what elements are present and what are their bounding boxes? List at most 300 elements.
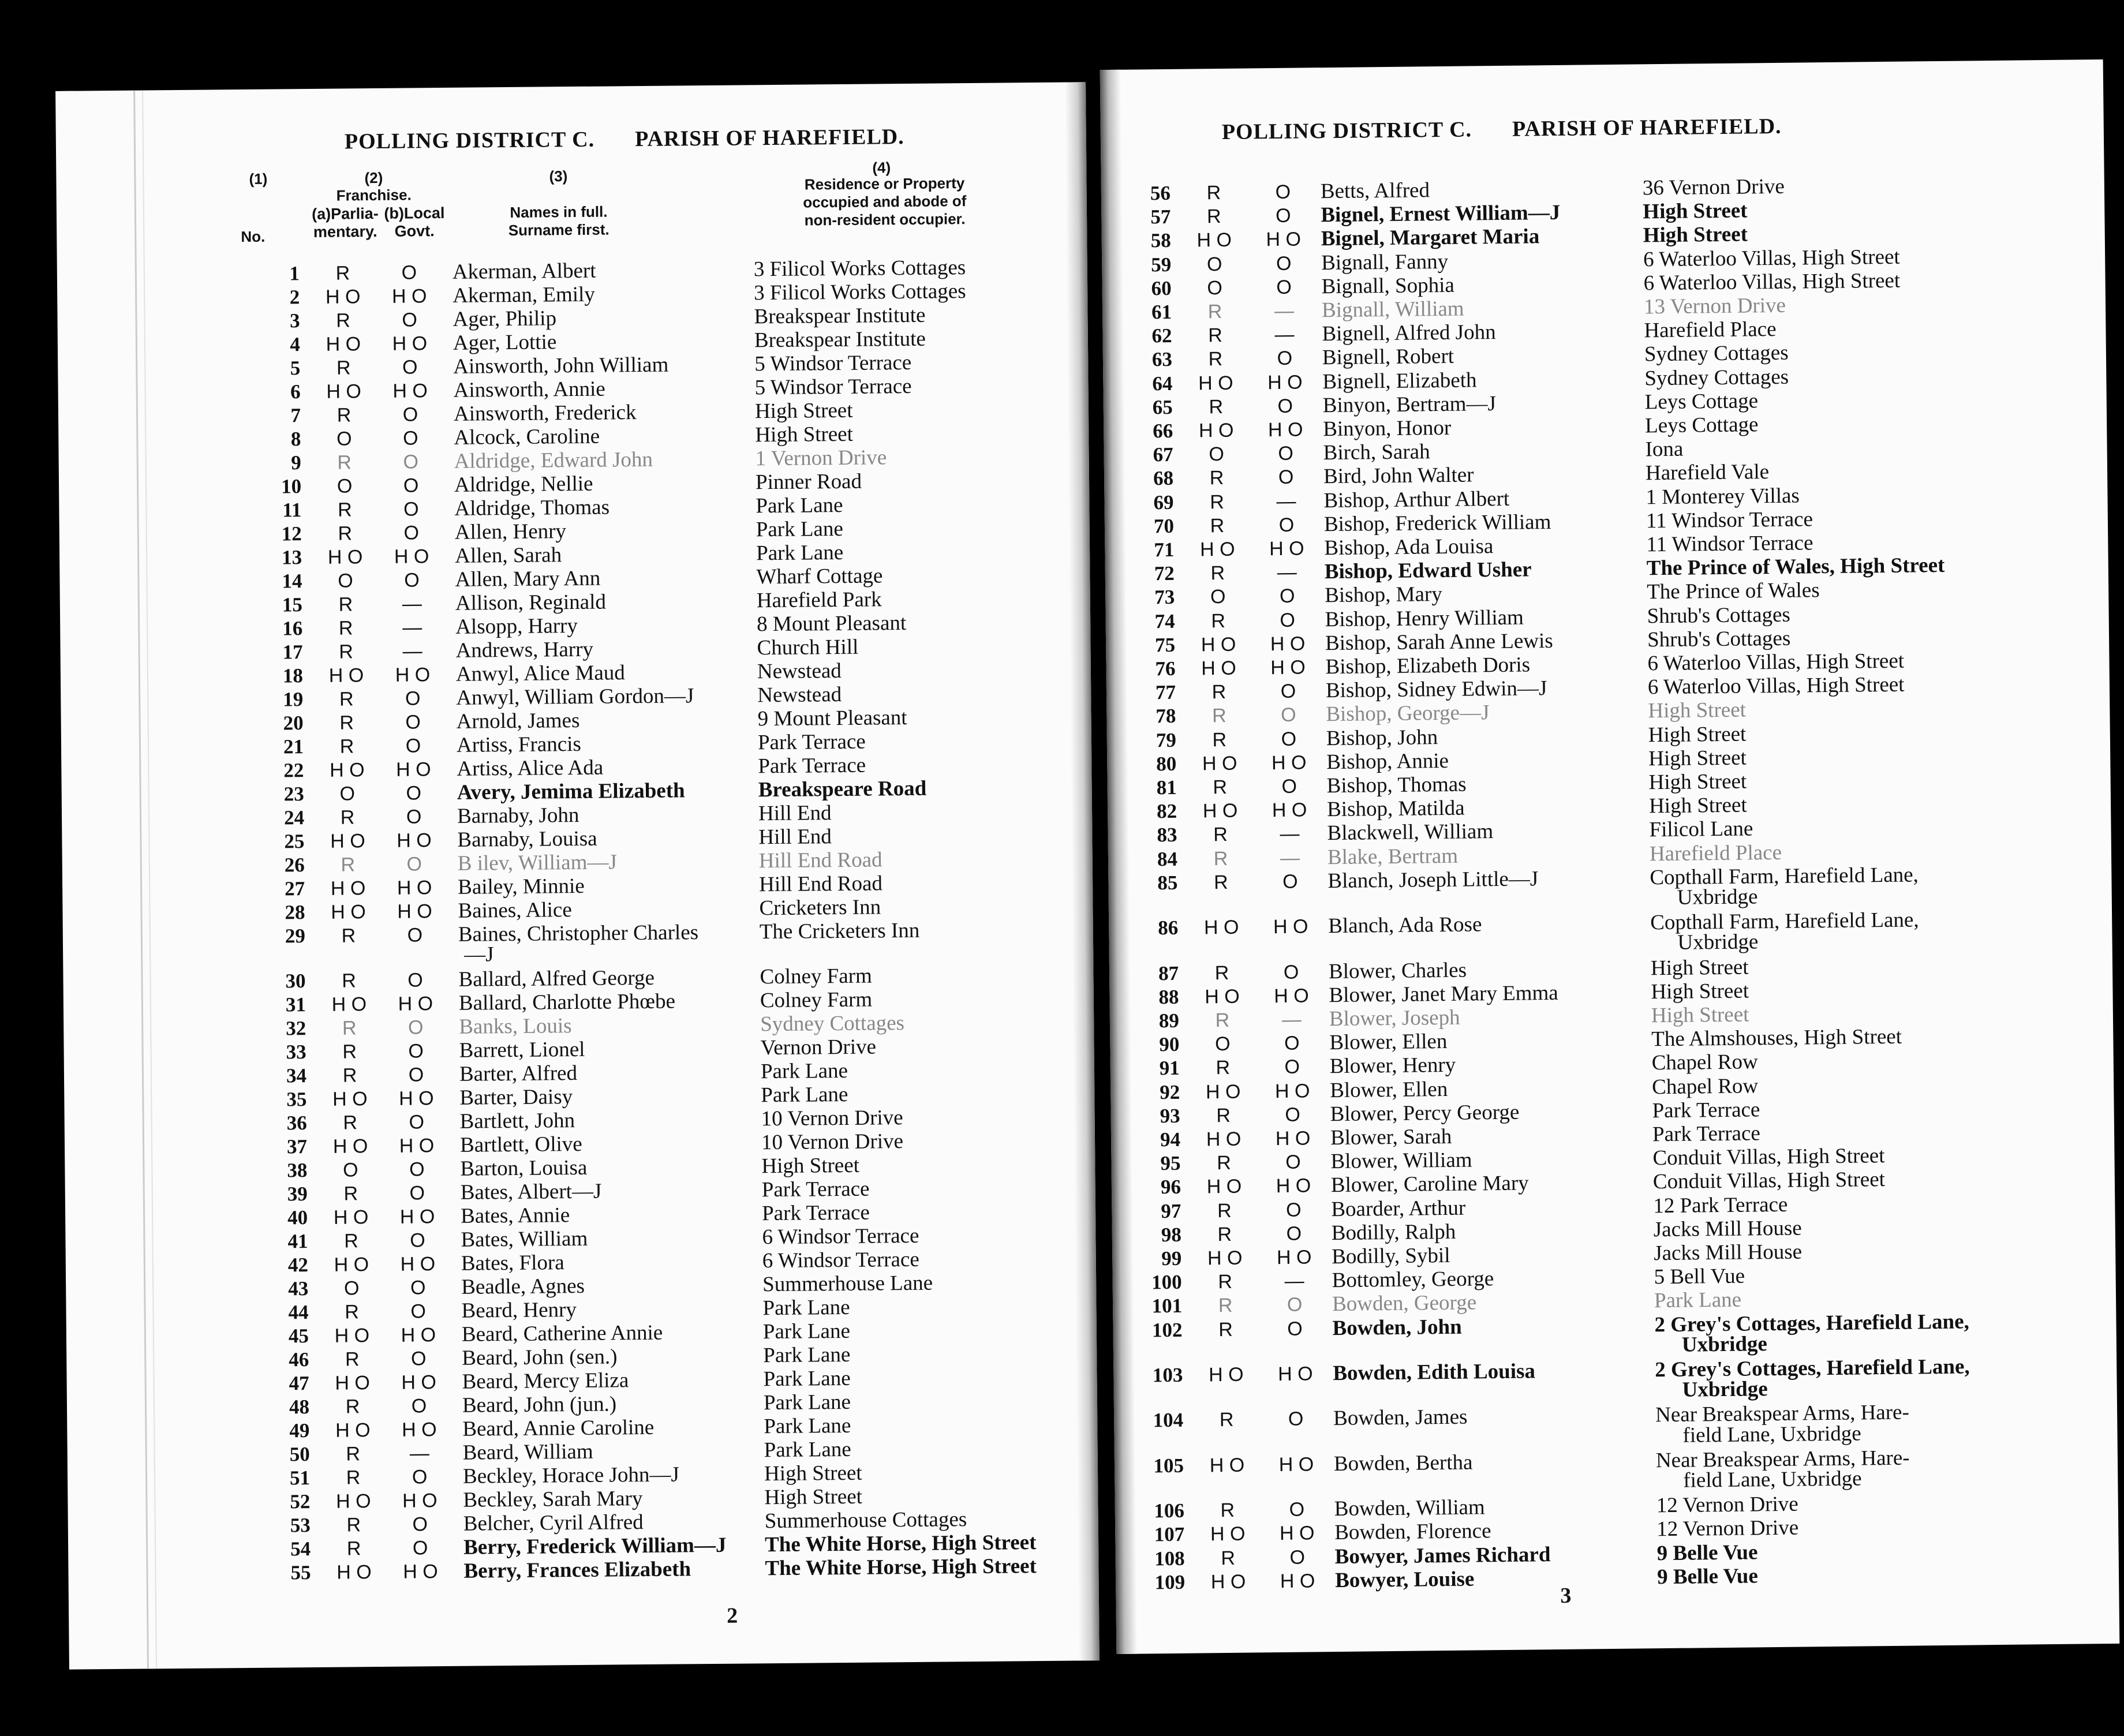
franchise-local: O <box>1285 1151 1301 1174</box>
franchise-parliamentary: R <box>338 499 352 521</box>
elector-name: Blower, Henry <box>1329 1053 1456 1079</box>
entry-number: 71 <box>1154 538 1175 562</box>
residence: Church Hill <box>757 635 859 660</box>
franchise-local: O <box>1285 1199 1302 1221</box>
franchise-parliamentary: O <box>338 570 353 592</box>
residence: Breakspear Institute <box>754 327 926 353</box>
entry-number: 53 <box>290 1514 311 1537</box>
residence: The Almshouses, High Street <box>1651 1024 1902 1052</box>
residence: 12 Vernon Drive <box>1656 1516 1799 1542</box>
franchise-local: O <box>405 687 421 710</box>
elector-name: Bird, John Walter <box>1323 463 1474 489</box>
franchise-parliamentary: O <box>343 1277 360 1300</box>
entry-number: 100 <box>1151 1270 1182 1294</box>
elector-name: Bates, William <box>461 1226 588 1252</box>
franchise-local: H O <box>395 758 431 781</box>
residence: 9 Mount Pleasant <box>757 706 907 731</box>
residence: Colney Farm <box>760 987 873 1013</box>
franchise-local: H O <box>1267 418 1303 442</box>
residence: Harefield Place <box>1644 317 1777 343</box>
residence: Pinner Road <box>755 469 862 495</box>
elector-name: Bignell, Elizabeth <box>1322 368 1477 394</box>
residence: 6 Waterloo Villas, High Street <box>1643 245 1900 271</box>
elector-name: Beckley, Sarah Mary <box>463 1487 643 1512</box>
franchise-local: H O <box>1267 371 1303 394</box>
residence: Park Terrace <box>761 1177 870 1202</box>
entry-number: 34 <box>286 1064 307 1087</box>
residence: High Street <box>761 1153 860 1178</box>
residence: 9 Belle Vue <box>1656 1564 1759 1589</box>
franchise-parliamentary: H O <box>330 877 366 900</box>
elector-name: Andrews, Harry <box>455 637 594 663</box>
franchise-parliamentary: H O <box>325 286 361 308</box>
entry-number: 23 <box>283 783 304 806</box>
franchise-parliamentary: R <box>1206 181 1221 204</box>
elector-name: Blanch, Joseph Little—J <box>1328 867 1539 893</box>
entry-number: 56 <box>1150 181 1171 205</box>
elector-name: Barnaby, John <box>457 803 579 828</box>
entry-number: 105 <box>1153 1454 1184 1477</box>
franchise-local: O <box>1278 514 1295 536</box>
elector-name: Bishop, John <box>1326 725 1438 750</box>
franchise-parliamentary: H O <box>334 1325 370 1347</box>
franchise-local: H O <box>395 664 431 686</box>
entry-number: 95 <box>1160 1152 1181 1175</box>
franchise-local: O <box>1284 1032 1300 1055</box>
residence: Harefield Park <box>756 588 882 613</box>
franchise-parliamentary: R <box>336 309 351 332</box>
elector-name: Allen, Henry <box>454 519 567 544</box>
franchise-parliamentary: R <box>346 1514 361 1536</box>
entry-number: 22 <box>283 759 304 782</box>
residence: 8 Mount Pleasant <box>757 611 907 637</box>
franchise-parliamentary: H O <box>331 901 366 923</box>
franchise-local: O <box>401 261 417 284</box>
franchise-parliamentary: R <box>1211 705 1226 727</box>
residence: Wharf Cottage <box>756 564 883 589</box>
franchise-parliamentary: R <box>342 1041 357 1063</box>
entry-number: 81 <box>1156 776 1177 799</box>
elector-name: Ballard, Alfred George <box>458 966 655 992</box>
elector-name: Bates, Annie <box>460 1203 570 1228</box>
franchise-local: O <box>409 1158 425 1181</box>
franchise-local: O <box>1279 585 1295 608</box>
franchise-parliamentary: R <box>340 806 355 829</box>
residence: Park Terrace <box>758 753 866 779</box>
elector-name: Boarder, Arthur <box>1331 1196 1466 1221</box>
franchise-local: O <box>1278 442 1294 465</box>
residence: Conduit Villas, High Street <box>1652 1168 1886 1194</box>
franchise-local: H O <box>1280 1570 1315 1592</box>
franchise-local: O <box>1286 1222 1302 1245</box>
entry-number: 84 <box>1157 847 1178 870</box>
elector-name: Betts, Alfred <box>1320 178 1430 204</box>
franchise-local: O <box>1276 276 1292 298</box>
entry-number: 3 <box>289 309 300 332</box>
col2-label: Franchise. <box>336 186 412 204</box>
franchise-local: H O <box>392 332 428 355</box>
entry-number: 35 <box>286 1088 307 1111</box>
entry-number: 92 <box>1160 1080 1180 1103</box>
franchise-local: O <box>407 969 423 992</box>
entry-number: 6 <box>290 380 301 403</box>
franchise-local: H O <box>400 1253 436 1275</box>
franchise-parliamentary: R <box>1212 728 1227 751</box>
entry-number: 103 <box>1152 1363 1183 1387</box>
elector-name: Bignall, William <box>1321 297 1464 323</box>
elector-name: Anwyl, Alice Maud <box>455 661 625 686</box>
entry-number: 47 <box>289 1372 309 1395</box>
elector-name: Avery, Jemima Elizabeth <box>457 779 685 805</box>
entry-number: 68 <box>1153 467 1174 490</box>
residence: 3 Filicol Works Cottages <box>753 256 966 282</box>
franchise-local: O <box>410 1300 426 1323</box>
franchise-local: O <box>407 924 423 946</box>
entry-number: 80 <box>1156 752 1177 776</box>
residence: Leys Cottage <box>1644 413 1759 438</box>
franchise-local: O <box>410 1229 425 1252</box>
residence: The White Horse, High Street <box>764 1531 1037 1557</box>
franchise-local: H O <box>1270 633 1306 655</box>
franchise-parliamentary: H O <box>331 993 367 1016</box>
residence: High Street <box>755 422 854 447</box>
franchise-local: O <box>406 853 422 876</box>
franchise-local: O <box>1275 181 1291 204</box>
elector-name: Alcock, Caroline <box>454 424 600 450</box>
elector-name: Barnaby, Louisa <box>457 826 597 852</box>
franchise-local: O <box>1280 680 1296 703</box>
franchise-parliamentary: R <box>338 522 353 545</box>
entry-number: 18 <box>282 664 304 687</box>
entry-number: 79 <box>1156 728 1177 751</box>
entry-number: 65 <box>1152 395 1173 419</box>
elector-name: Bottomley, George <box>1332 1267 1494 1293</box>
entry-number: 15 <box>282 593 303 616</box>
franchise-parliamentary: H O <box>332 1088 368 1110</box>
franchise-local: H O <box>391 285 427 308</box>
entry-number: 2 <box>289 286 300 309</box>
entry-number: 24 <box>283 806 305 829</box>
residence: 2 Grey's Cottages, Harefield Lane, <box>1654 1310 1970 1337</box>
elector-name: Bowyer, Louise <box>1334 1567 1475 1592</box>
franchise-local: O <box>402 356 418 379</box>
franchise-parliamentary: H O <box>1196 229 1232 252</box>
elector-name: Blower, Ellen <box>1329 1077 1448 1102</box>
col2-number: (2) <box>364 169 383 187</box>
franchise-local: O <box>1280 704 1296 727</box>
col1-label: No. <box>241 227 266 246</box>
entry-number: 29 <box>285 925 306 948</box>
residence: Park Lane <box>756 517 843 542</box>
residence: High Street <box>1648 698 1747 723</box>
elector-name: Barter, Daisy <box>459 1085 573 1110</box>
entry-number: 85 <box>1157 871 1178 895</box>
entry-number: 14 <box>282 570 302 593</box>
elector-name: Bishop, Thomas <box>1326 772 1467 798</box>
entry-number: 31 <box>285 993 306 1016</box>
entry-number: 16 <box>282 617 303 640</box>
residence: Park Terrace <box>761 1200 870 1226</box>
franchise-local: O <box>402 309 417 331</box>
franchise-local: O <box>410 1277 426 1299</box>
elector-name: Berry, Frederick William—J <box>463 1533 727 1559</box>
entry-number: 21 <box>283 735 304 758</box>
entry-number: 5 <box>290 357 301 380</box>
elector-name: Ager, Lottie <box>453 330 557 355</box>
elector-name: Blower, Percy George <box>1330 1100 1520 1126</box>
residence: Park Lane <box>756 540 844 566</box>
franchise-parliamentary: R <box>346 1443 361 1465</box>
entry-number: 96 <box>1160 1176 1181 1199</box>
franchise-local: — <box>402 593 422 615</box>
elector-name: B ilev, William—J <box>457 850 617 876</box>
franchise-parliamentary: R <box>336 357 351 379</box>
entry-number: 60 <box>1151 276 1172 300</box>
franchise-local: — <box>1280 847 1300 869</box>
franchise-local: — <box>1280 823 1300 845</box>
franchise-local: H O <box>1277 1363 1313 1386</box>
residence-continuation: Uxbridge <box>1677 930 1759 955</box>
entry-number: 33 <box>286 1041 306 1064</box>
entry-number: 62 <box>1151 324 1172 347</box>
franchise-local: H O <box>399 1135 435 1157</box>
col4-label: Residence or Property <box>804 174 965 193</box>
column-headers <box>56 159 1087 259</box>
franchise-parliamentary: H O <box>1201 657 1236 680</box>
entry-number: 78 <box>1156 705 1176 728</box>
entry-number: 44 <box>288 1301 309 1324</box>
franchise-parliamentary: H O <box>1209 1454 1245 1477</box>
entry-number: 51 <box>289 1466 311 1490</box>
residence: Sydney Cottages <box>1644 341 1789 366</box>
franchise-parliamentary: H O <box>330 830 365 852</box>
entry-number: 36 <box>286 1112 307 1135</box>
entry-number: 69 <box>1153 491 1174 514</box>
col4-label-3: non-resident occupier. <box>804 210 966 229</box>
franchise-local: H O <box>1276 1246 1312 1269</box>
elector-name: Ainsworth, John William <box>453 353 669 379</box>
residence: 9 Belle Vue <box>1656 1540 1758 1565</box>
franchise-local: H O <box>1275 1127 1311 1150</box>
residence: Copthall Farm, Harefield Lane, <box>1650 863 1919 890</box>
franchise-local: O <box>1280 609 1296 631</box>
franchise-parliamentary: R <box>1218 1318 1233 1341</box>
franchise-local: O <box>408 1040 424 1062</box>
entry-number: 104 <box>1153 1409 1184 1432</box>
franchise-local: H O <box>402 1490 437 1512</box>
franchise-parliamentary: O <box>336 428 352 450</box>
elector-name: Bishop, George—J <box>1326 701 1490 727</box>
elector-name: Bowden, John <box>1332 1315 1462 1340</box>
elector-name: Bartlett, John <box>459 1109 575 1133</box>
residence: Park Lane <box>764 1437 851 1462</box>
entry-number: 17 <box>282 641 303 664</box>
elector-name: Bignell, Alfred John <box>1322 320 1496 346</box>
residence: 6 Waterloo Villas, High Street <box>1643 268 1901 295</box>
col4-label-2: occupied and abode of <box>803 192 967 211</box>
col2a-label-2: mentary. <box>313 222 377 241</box>
franchise-parliamentary: R <box>1207 300 1222 323</box>
residence: Newstead <box>757 682 842 708</box>
entry-number: 19 <box>283 688 304 711</box>
franchise-parliamentary: R <box>343 1183 358 1205</box>
franchise-parliamentary: H O <box>332 1135 368 1158</box>
elector-name: Barter, Alfred <box>459 1061 578 1086</box>
entry-number: 10 <box>281 475 302 498</box>
parish-title: PARISH OF HAREFIELD. <box>634 125 904 152</box>
franchise-parliamentary: R <box>339 712 354 734</box>
residence: High Street <box>764 1484 863 1510</box>
franchise-parliamentary: H O <box>333 1206 369 1229</box>
franchise-local: — <box>1284 1270 1304 1293</box>
franchise-local: H O <box>401 1324 436 1346</box>
elector-name: Bowyer, James Richard <box>1334 1542 1551 1569</box>
page-number: 2 <box>727 1603 738 1628</box>
franchise-local: O <box>1284 1056 1300 1079</box>
franchise-local: H O <box>1276 1174 1311 1198</box>
franchise-parliamentary: R <box>339 735 354 758</box>
entry-number: 88 <box>1158 985 1179 1008</box>
entry-number: 8 <box>290 428 301 451</box>
franchise-parliamentary: H O <box>326 380 362 403</box>
franchise-local: H O <box>397 900 432 923</box>
entry-number: 12 <box>281 522 302 545</box>
residence: 6 Waterloo Villas, High Street <box>1647 649 1905 676</box>
residence: Breakspeare Road <box>758 776 927 802</box>
entry-number: 43 <box>288 1277 309 1300</box>
col2b-label-2: Govt. <box>394 222 435 240</box>
elector-name: Baines, Christopher Charles <box>458 921 699 946</box>
franchise-local: O <box>1278 466 1294 489</box>
entry-number: 55 <box>290 1561 311 1584</box>
residence: 5 Bell Vue <box>1654 1264 1745 1289</box>
franchise-local: O <box>406 782 422 805</box>
residence: Jacks Mill House <box>1653 1240 1803 1266</box>
elector-name: Ainsworth, Annie <box>453 377 605 402</box>
residence: Summerhouse Cottages <box>764 1507 967 1533</box>
col2b-label: (b)Local <box>384 204 445 222</box>
franchise-local: O <box>1289 1546 1306 1569</box>
entry-number: 75 <box>1154 633 1176 657</box>
elector-name: Bishop, Henry William <box>1325 605 1524 631</box>
franchise-parliamentary: O <box>336 475 353 497</box>
franchise-parliamentary: R <box>341 854 356 876</box>
elector-name: Bignall, Sophia <box>1321 273 1455 298</box>
franchise-local: O <box>1282 870 1298 893</box>
franchise-parliamentary: R <box>1218 1294 1233 1317</box>
entry-number: 13 <box>281 546 302 569</box>
franchise-parliamentary: O <box>1210 586 1226 608</box>
elector-name: Akerman, Emily <box>453 282 595 308</box>
franchise-local: O <box>410 1348 427 1370</box>
entry-number: 107 <box>1154 1523 1185 1546</box>
entry-number: 9 <box>291 451 301 474</box>
elector-name: Bishop, Frederick William <box>1323 510 1551 536</box>
entry-number: 82 <box>1156 800 1177 823</box>
residence-continuation: Uxbridge <box>1682 1377 1768 1402</box>
franchise-local: O <box>1285 1103 1301 1126</box>
franchise-parliamentary: R <box>1209 467 1224 489</box>
residence: Conduit Villas, High Street <box>1652 1144 1885 1170</box>
residence: Newstead <box>757 659 842 684</box>
residence: 13 Vernon Drive <box>1643 293 1786 319</box>
franchise-parliamentary: R <box>345 1301 360 1323</box>
residence: High Street <box>754 398 853 424</box>
franchise-local: O <box>1283 961 1299 983</box>
residence: Park Lane <box>764 1413 851 1439</box>
franchise-parliamentary: R <box>1221 1547 1236 1569</box>
franchise-local: O <box>412 1513 428 1536</box>
franchise-local: O <box>1275 204 1291 227</box>
franchise-parliamentary: R <box>1214 961 1229 984</box>
elector-name: Bignall, Fanny <box>1321 249 1449 275</box>
residence: 12 Vernon Drive <box>1656 1492 1798 1518</box>
entry-number: 48 <box>289 1395 310 1419</box>
franchise-parliamentary: R <box>339 688 354 710</box>
residence: Near Breakspear Arms, Hare- <box>1655 1446 1910 1473</box>
elector-name: Akerman, Albert <box>452 259 596 284</box>
franchise-parliamentary: H O <box>1207 1247 1243 1270</box>
franchise-parliamentary: H O <box>1208 1363 1244 1386</box>
franchise-local: H O <box>399 1206 435 1228</box>
franchise-parliamentary: R <box>335 262 350 285</box>
franchise-parliamentary: R <box>346 1537 361 1560</box>
entry-number: 7 <box>290 404 301 427</box>
franchise-local: O <box>409 1111 425 1133</box>
franchise-local: O <box>405 735 421 757</box>
elector-name: Bowden, George <box>1332 1290 1477 1316</box>
col3-label-2: Surname first. <box>508 220 609 240</box>
entry-number: 109 <box>1154 1570 1186 1594</box>
franchise-parliamentary: O <box>343 1159 358 1181</box>
district-title: POLLING DISTRICT C. <box>344 127 595 154</box>
residence: Cricketers Inn <box>759 895 881 921</box>
franchise-local: H O <box>1272 799 1307 822</box>
residence: 36 Vernon Drive <box>1642 174 1785 200</box>
franchise-parliamentary: O <box>1207 276 1223 300</box>
residence: Park Lane <box>760 1058 848 1084</box>
franchise-parliamentary: O <box>1209 443 1225 466</box>
elector-name: Blake, Bertram <box>1327 844 1459 869</box>
residence: The Prince of Wales <box>1646 578 1820 604</box>
franchise-parliamentary: O <box>1206 253 1222 275</box>
franchise-parliamentary: H O <box>1202 752 1237 775</box>
entry-number: 45 <box>288 1325 309 1348</box>
elector-name: Beard, Annie Caroline <box>462 1415 655 1441</box>
entry-number: 102 <box>1151 1318 1183 1341</box>
left-page <box>55 82 1100 1669</box>
franchise-local: O <box>402 427 418 450</box>
franchise-parliamentary: H O <box>334 1254 369 1276</box>
entry-number: 89 <box>1158 1009 1180 1032</box>
franchise-parliamentary: R <box>1218 1271 1233 1293</box>
elector-name: Bowden, Florence <box>1334 1519 1491 1545</box>
franchise-local: O <box>405 711 421 734</box>
franchise-local: O <box>409 1182 425 1204</box>
elector-name: Arnold, James <box>456 708 580 734</box>
entry-number: 39 <box>287 1183 308 1206</box>
residence: The Prince of Wales, High Street <box>1646 553 1945 581</box>
franchise-local: O <box>1281 775 1297 798</box>
franchise-parliamentary: R <box>1210 514 1225 537</box>
franchise-local: H O <box>1273 915 1308 938</box>
elector-name: Allen, Mary Ann <box>455 566 601 592</box>
residence: Park Lane <box>756 493 843 518</box>
franchise-local: O <box>1287 1294 1303 1316</box>
franchise-parliamentary: R <box>1206 205 1221 228</box>
residence: Park Terrace <box>1652 1098 1760 1123</box>
entry-number: 73 <box>1154 586 1175 609</box>
